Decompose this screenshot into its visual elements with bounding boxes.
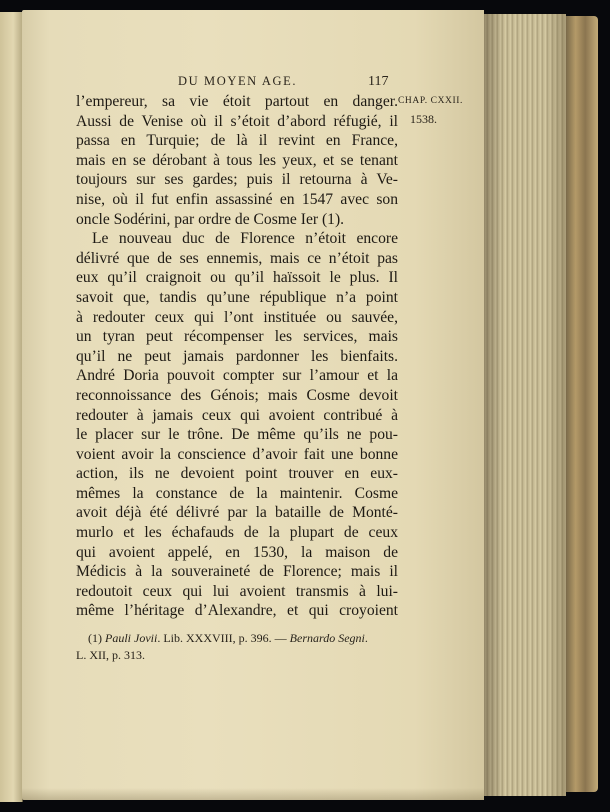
page-stack-edge — [484, 14, 566, 796]
text-line: mais en se dérobant à tous les yeux, et se tenant — [76, 151, 398, 169]
text-line: à redouter ceux qui l’ont instituée ou sauvée, — [76, 308, 398, 326]
margin-chapter-note: CHAP. CXXII. — [398, 96, 463, 106]
footnote-source: Bernardo Segni — [289, 631, 365, 645]
text-line: redouter à jamais ceux qui avoient contribué à — [76, 406, 398, 424]
margin-year-note: 1538. — [410, 112, 437, 126]
running-head: DU MOYEN AGE. — [178, 74, 298, 88]
footnote-source: Pauli Jovii — [105, 631, 158, 645]
footnote — [76, 630, 398, 664]
text-line: avoit déjà été délivré par la bataille de Monté- — [76, 504, 398, 522]
footnote-reference: . — [364, 631, 368, 645]
text-line: le placer sur le trône. De même qu’ils ne pou- — [76, 426, 398, 444]
text-line: nise, où il fut enfin assassiné en 1547 avec son — [76, 190, 398, 208]
text-line: toujours sur ses gardes; puis il retourna à Ve- — [76, 171, 398, 189]
text-line: qui avoient appelé, en 1530, la maison de — [76, 543, 398, 561]
text-line: Aussi de Venise où il s’étoit d’abord réfugié, il — [76, 112, 398, 130]
left-page-edge — [0, 12, 23, 802]
footnote-marker: (1) — [88, 631, 102, 645]
book-cover-edge — [566, 16, 598, 792]
text-line: eux qu’il craignoit ou qu’il haïssoit le plus. Il — [76, 269, 398, 287]
footnote-line — [76, 630, 398, 647]
text-line: même l’héritage d’Alexandre, et qui croyoient — [76, 602, 398, 620]
text-line: qu’il ne peut jamais pardonner les bienfaits. — [76, 347, 398, 365]
page-bottom-shadow — [22, 788, 484, 800]
text-line: Le nouveau duc de Florence n’étoit encore — [92, 230, 398, 248]
footnote-reference: . Lib. XXXVIII, p. 396. — — [157, 631, 290, 645]
footnote-line: L. XII, p. 313. — [76, 648, 145, 662]
text-line: voient avoir la conscience d’avoir fait une bonne — [76, 445, 398, 463]
text-line: André Doria pouvoit compter sur l’amour et la — [76, 367, 398, 385]
text-line: mêmes la constance de la maintenir. Cosme — [76, 484, 398, 502]
text-line: Médicis à la souveraineté de Florence; mais il — [76, 563, 398, 581]
text-line: oncle Sodérini, par ordre de Cosme Ier (1). — [76, 210, 345, 228]
text-line: passa en Turquie; de là il revint en France, — [76, 132, 398, 150]
text-line: délivré que de ses ennemis, mais ce n’étoit pas — [76, 249, 398, 267]
text-line: action, ils ne devoient point trouver en eux- — [76, 465, 398, 483]
text-line: un tyran peut récompenser les services, mais — [76, 328, 398, 346]
text-line: savoit que, tandis qu’une république n’a point — [76, 288, 398, 306]
text-line: murlo et les échafauds de la plupart de ceux — [76, 524, 398, 542]
text-line: redoutoit ceux qui lui avoient transmis à lui- — [76, 582, 398, 600]
text-line: reconnoissance des Génois; mais Cosme devoit — [76, 386, 398, 404]
page-number: 117 — [368, 74, 389, 89]
body-text — [76, 92, 398, 621]
page-header — [0, 74, 610, 92]
text-line: l’empereur, sa vie étoit partout en danger. — [76, 93, 398, 110]
